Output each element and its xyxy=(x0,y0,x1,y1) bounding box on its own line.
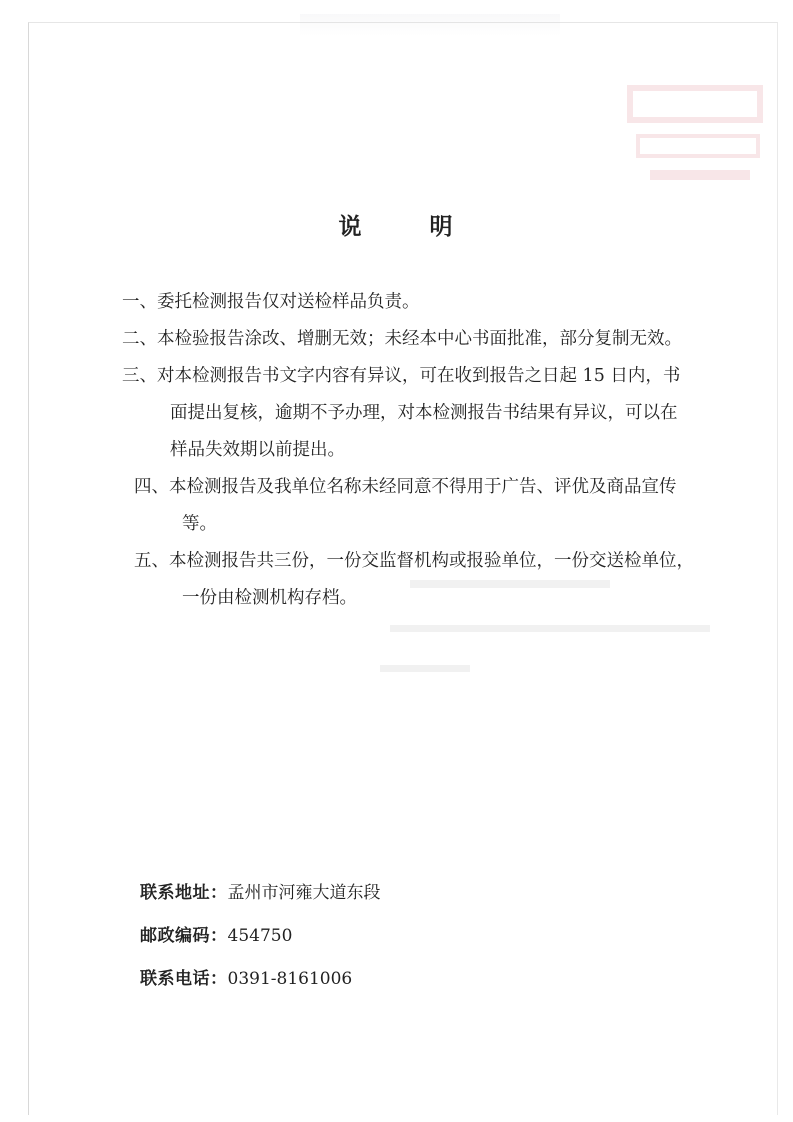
postcode-label: 邮政编码： xyxy=(140,926,228,946)
title-char-2: 明 xyxy=(429,213,455,240)
address-value: 孟州市河雍大道东段 xyxy=(227,883,381,903)
contact-postcode-row xyxy=(140,915,381,958)
address-label: 联系地址： xyxy=(140,883,228,903)
note-line: 一份由检测机构存档。 xyxy=(182,588,357,608)
page-title xyxy=(0,208,793,241)
note-line: 等。 xyxy=(182,514,217,534)
postcode-value: 454750 xyxy=(227,926,293,946)
note-item-4 xyxy=(122,469,762,543)
notes-list xyxy=(122,284,762,617)
note-line: 样品失效期以前提出。 xyxy=(170,440,345,460)
note-line: 四、本检测报告及我单位名称未经同意不得用于广告、评优及商品宣传 xyxy=(134,477,677,497)
contact-phone-row xyxy=(140,958,381,1001)
note-line: 五、本检测报告共三份，一份交监督机构或报验单位，一份交送检单位， xyxy=(134,551,694,571)
title-char-1: 说 xyxy=(338,213,364,240)
contact-address-row xyxy=(140,872,381,915)
note-line: 一、委托检测报告仅对送检样品负责。 xyxy=(122,292,420,312)
contact-info xyxy=(140,872,381,1001)
note-line: 二、本检验报告涂改、增删无效；未经本中心书面批准，部分复制无效。 xyxy=(122,329,682,349)
stamp-bleed-through xyxy=(620,70,770,200)
note-item-1 xyxy=(122,284,762,321)
note-item-2 xyxy=(122,321,762,358)
phone-label: 联系电话： xyxy=(140,969,228,989)
phone-value: 0391-8161006 xyxy=(227,969,353,989)
scan-smudge xyxy=(300,14,560,36)
note-line: 面提出复核，逾期不予办理，对本检测报告书结果有异议，可以在 xyxy=(170,403,678,423)
note-item-5 xyxy=(122,543,762,617)
note-line: 三、对本检测报告书文字内容有异议，可在收到报告之日起 15 日内，书 xyxy=(122,366,681,386)
note-item-3 xyxy=(122,358,762,469)
